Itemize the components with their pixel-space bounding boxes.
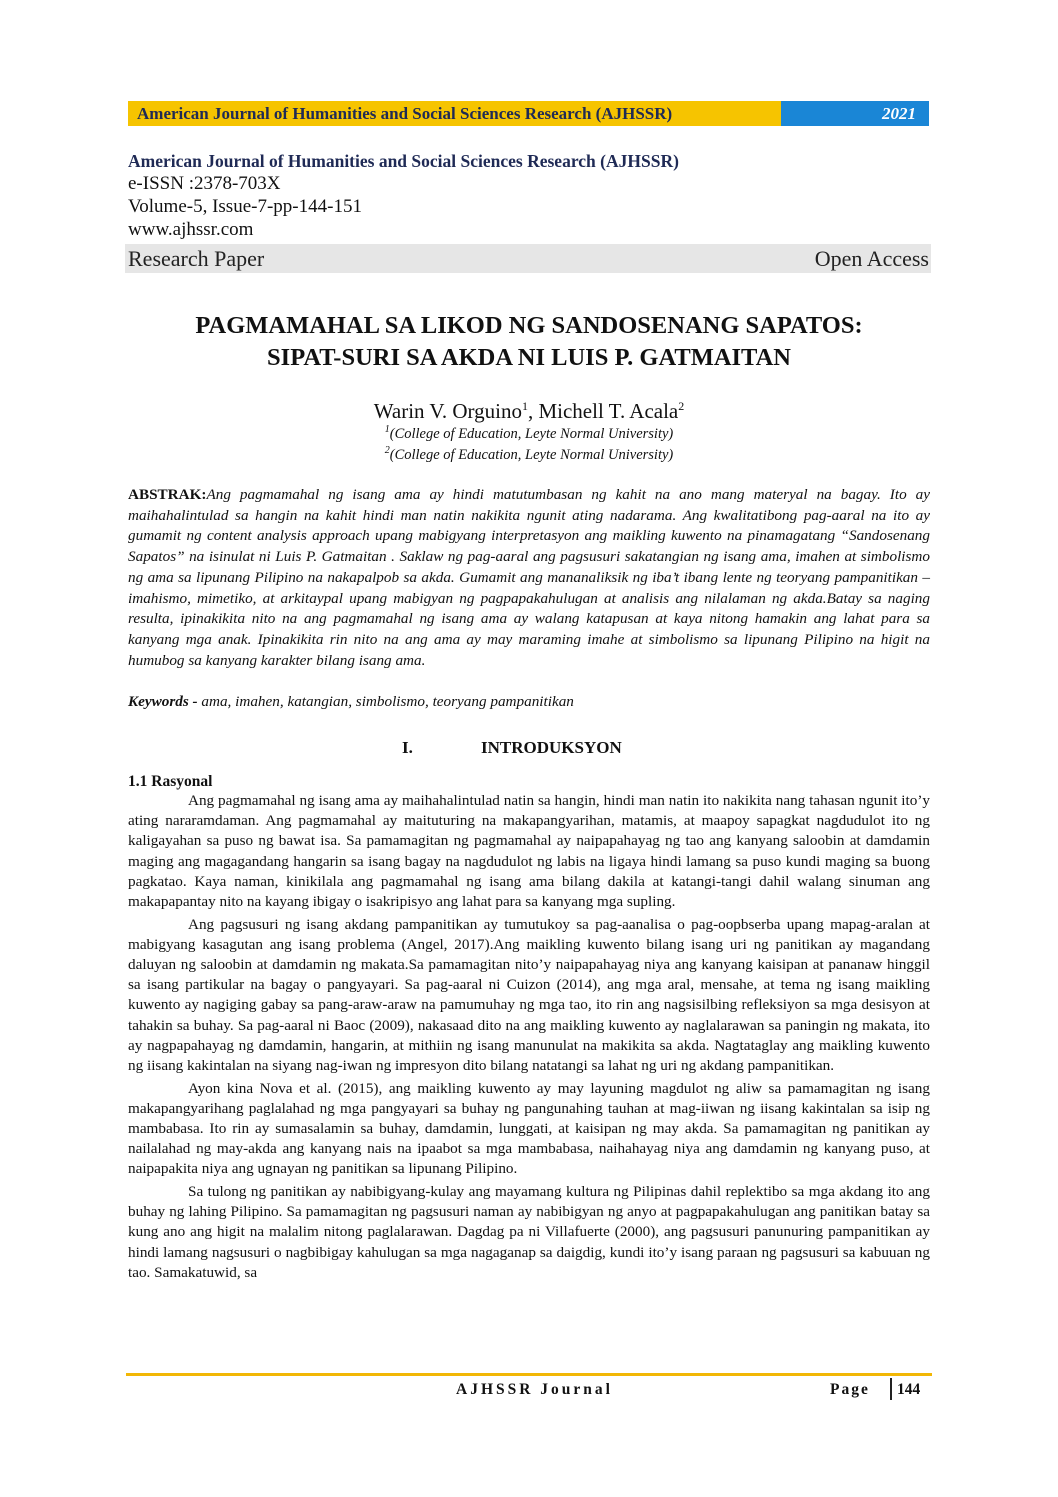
footer-rule [126, 1373, 932, 1376]
author-name: Michell T. Acala [538, 399, 679, 423]
meta-issn: e-ISSN :2378-703X [128, 173, 281, 194]
abstract-text: Ang pagmamahal ng isang ama ay hindi matutumbasan ng kahit na ano mang materyal na bagay. Ito ay maihahalintulad sa hangin na kahit hindi man natin nakikita ngunit ating nadarama. Ang kwalitatibong pag-aaral na ito ay gumamit ng content analysis approach upang mabigyang interpretasyon ang maikling kuwento na pinamagatang “Sandosenang Sapatos” na isinulat ni Luis P. Gatmaitan . Saklaw ng pag-aaral ang pagsusuri sakatangian ng isang ama, imahen at simbolismo ng ama sa lipunang Pilipino na nakapalpob sa akda. Gumamit ang mananaliksik ng iba’t ibang lente ng teoryang pampanitikan – imahismo, mimetiko, at arkitaypal upang mabigyan ng pagpapakahulugan at analisis ang nilalaman ng akda.Batay sa naging resulta, ipinakikita nito na ang pagmamahal ng isang ama ay walang katapusan at kaya nitong hamakin ang lahat para sa kanyang mga anak. Ipinakikita rin nito na ang ama ay may maraming imahe at simbolismo sa lipunang Pilipino na higit na humubog sa kanyang karakter bilang isang ama. [128, 486, 930, 669]
footer-separator [890, 1378, 892, 1400]
author-list [128, 393, 930, 424]
header-year: 2021 [882, 104, 916, 123]
body-text [128, 791, 930, 1285]
affil-marker: 1 [384, 424, 390, 435]
footer-journal: AJHSSR Journal [456, 1381, 613, 1398]
footer-page-number: 144 [897, 1381, 921, 1398]
header-journal-name: American Journal of Humanities and Social Sciences Research (AJHSSR) [137, 104, 673, 123]
meta-journal-name: American Journal of Humanities and Social Sciences Research (AJHSSR) [128, 151, 679, 171]
paper-title-line1: PAGMAMAHAL SA LIKOD NG SANDOSENANG SAPATOS: [195, 312, 863, 339]
section-title: INTRODUKSYON [481, 738, 622, 757]
paper-type: Research Paper [128, 246, 265, 271]
open-access-label: Open Access [814, 246, 929, 271]
abstract-label: ABSTRAK: [128, 486, 207, 503]
keywords-text: ama, imahen, katangian, simbolismo, teoryang pampanitikan [201, 693, 574, 710]
paragraph: Ayon kina Nova et al. (2015), ang maikling kuwento ay may layuning magdulot ng aliw sa pamamagitan ng isang makapangyarihang paglalahad ng mga pangyayari sa buhay ng pangunahing tauhan at mag-iiwan ng iisang kakintalan sa isip ng mambabasa. Ito rin ay sumasalamin sa buhay, damdamin, lunggati, at kaisipan ng may akda. Sa pamamagitan ng panitikan ay nailalahad ng may-akda ang kanyang nais na ipaabot sa mga mambabasa, naihahayag niya ang damdamin ng kanyang puso, at naipapakita niya ang ugnayan ng panitikan sa lipunang Pilipino. [128, 1079, 930, 1178]
author-separator: , [527, 399, 539, 423]
paragraph: Ang pagsusuri ng isang akdang pampanitikan ay tumutukoy sa pag-aanalisa o pag-oopbserba upang mapag-aralan at mabigyang kasagutan ang isang problema (Angel, 2017).Ang maikling kuwento bilang isang uri ng panitikan ay magandang daluyan ng saloobin at damdamin ng makata.Sa pamamagitan nito’y naipapahayag niya ang kanyang kaisipan at pananaw hinggil sa isang partikular na bagay o pangyayari. Sa pag-aaral ni Cuizon (2014), ang mga aral, mensahe, at tema ng isang maikling kuwento ay nagiging gabay sa pang-araw-araw na pamumuhay ng mga tao, ito rin ang nagsisilbing refleksiyon sa mga desisyon at tahakin sa buhay. Sa pag-aaral ni Baoc (2009), nakasaad dito na ang maikling kuwento ay naglalarawan sa paningin ng makata, ito ay nagpapahayag ng damdamin, hangarin, at mithiin ng isang manunulat na makikita sa akda. Nagtataglay ang maikling kuwento ng iisang kakintalan na siyang nag-iwan ng impresyon dito bilang natatangi sa lahat ng uri ng akdang pampanitikan. [128, 915, 930, 1075]
section-number: I. [402, 738, 413, 757]
author-affil-marker: 2 [678, 399, 685, 413]
meta-volume: Volume-5, Issue-7-pp-144-151 [128, 196, 362, 217]
author-name: Warin V. Orguino [373, 399, 522, 423]
affiliation-1 [128, 421, 930, 443]
keywords-label: Keywords - [128, 693, 202, 710]
affiliation-text: (College of Education, Leyte Normal University) [389, 446, 674, 463]
subsection-title: 1.1 Rasyonal [128, 773, 213, 790]
keywords [128, 692, 930, 712]
affiliation-text: (College of Education, Leyte Normal University) [389, 425, 674, 442]
abstract [128, 485, 930, 671]
author-affil-marker: 1 [521, 399, 528, 413]
paragraph: Sa tulong ng panitikan ay nabibigyang-kulay ang mayamang kultura ng Pilipinas dahil replektibo sa mga akdang ito ang buhay ng lahing Pilipino. Sa pamamagitan ng pagsusuri naman ay nabibigyan ng anyo at pagpapakahulugan ang panitikan batay sa kung ano ang higit na malalim nitong paglalarawan. Dagdag pa ni Villafuerte (2000), ang pagsusuri panunuring pampanitikan ay hindi lamang nagsusuri o nagbibigay kahulugan sa mga nagaganap sa daigdig, kundi ito’y isang paraan ng pagsusuri sa kabuuan ng tao. Samakatuwid, sa [128, 1183, 930, 1281]
paper-title-line2: SIPAT-SURI SA AKDA NI LUIS P. GATMAITAN [267, 344, 791, 371]
footer-page-label: Page [830, 1381, 870, 1398]
affil-marker: 2 [384, 445, 390, 456]
affiliation-2 [128, 442, 930, 464]
paragraph: Ang pagmamahal ng isang ama ay maihahalintulad natin sa hangin, hindi man natin ito nakikita nang tahasan ngunit ito’y ating nararamdaman. Ang pagmamahal ay maituturing na makapangyarihan, matamis, at maapoy sapagkat nagdudulot ito ng kaligayahan sa puso ng bawat isa. Sa pamamagitan ng pagmamahal ay naipapahayag ng tao ang kanyang saloobin at damdamin maging ang magagandang hangarin sa isang bagay na nagdudulot ng labis na ligaya hindi lamang sa puso kundi maging sa buong pagkatao. Kaya naman, kinikilala ang pagmamahal ng isang ama bilang dakila at katangi-tangi dahil walang sinuman ang makapapantay nito na kayang ibigay o isakripisyo ang lahat para sa kanyang mga supling. [128, 792, 930, 911]
meta-website-link[interactable]: www.ajhssr.com [128, 219, 254, 240]
